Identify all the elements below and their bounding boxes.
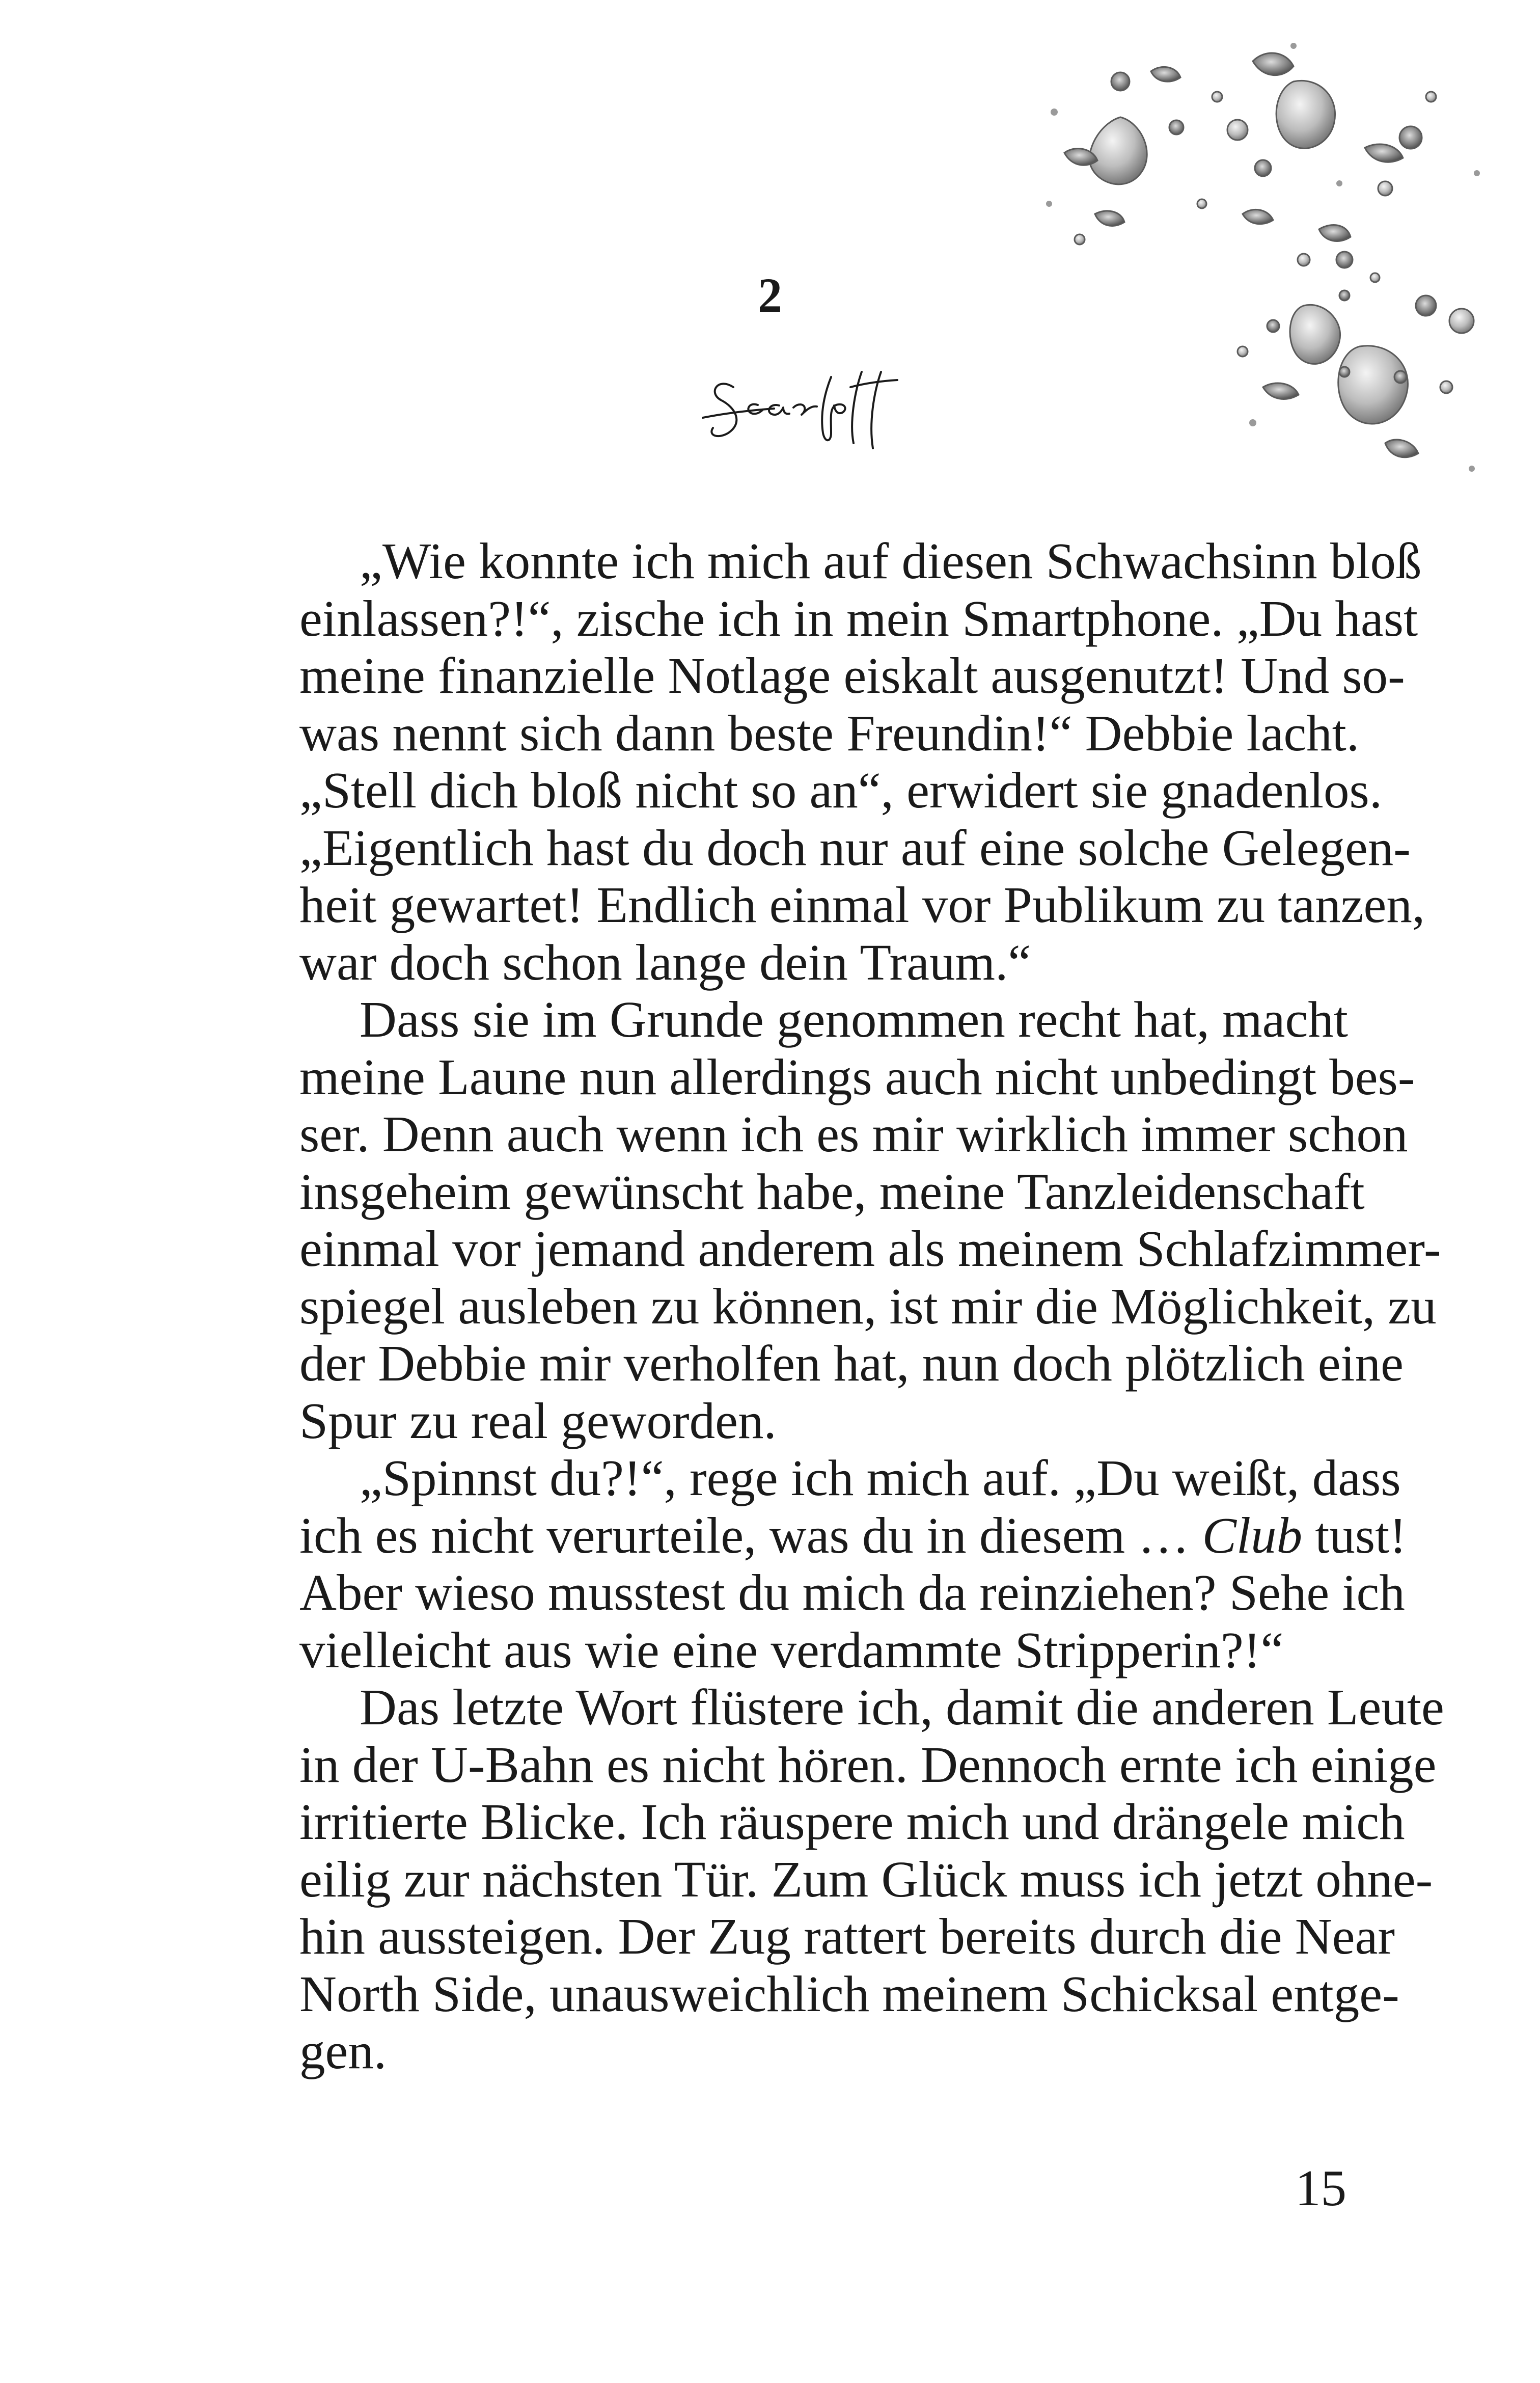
text-line: war doch schon lange dein Traum.“	[299, 933, 1031, 991]
text-line: Dass sie im Grunde genommen recht hat, macht	[360, 991, 1348, 1048]
text-line: „Wie konnte ich mich auf diesen Schwachsinn bloß	[360, 532, 1422, 589]
text-line: was nennt sich dann beste Freundin!“ Debbie lacht.	[299, 704, 1360, 762]
text-line: einlassen?!“, zische ich in mein Smartphone. „Du hast	[299, 589, 1418, 647]
text-line: irritierte Blicke. Ich räuspere mich und drängele mich	[299, 1793, 1405, 1850]
text-line: „Spinnst du?!“, rege ich mich auf. „Du weißt, dass	[360, 1449, 1401, 1506]
gemstones-icon	[988, 20, 1497, 509]
text-line: „Eigentlich hast du doch nur auf eine solche Gelegen-	[299, 819, 1411, 876]
text-line: ser. Denn auch wenn ich es mir wirklich immer schon	[299, 1105, 1408, 1162]
text-line: vielleicht aus wie eine verdammte Stripperin?!“	[299, 1621, 1284, 1678]
text-line: einmal vor jemand anderem als meinem Schlafzimmer-	[299, 1220, 1441, 1277]
text-line: eilig zur nächsten Tür. Zum Glück muss ich jetzt ohne-	[299, 1850, 1433, 1908]
text-segment: ich es nicht verurteile, was du in diesem …	[299, 1506, 1190, 1564]
text-line: Das letzte Wort flüstere ich, damit die anderen Leute	[360, 1678, 1444, 1736]
text-line: heit gewartet! Endlich einmal vor Publikum zu tanzen,	[299, 876, 1425, 933]
text-segment: tust!	[1315, 1506, 1407, 1564]
paragraph	[239, 991, 1441, 1449]
text-line: Spur zu real geworden.	[299, 1392, 777, 1449]
italic-word: Club	[1202, 1506, 1303, 1564]
paragraph	[239, 1449, 1407, 1678]
page-number: 15	[1295, 2159, 1346, 2216]
paragraph	[239, 1678, 1444, 2080]
text-line: der Debbie mir verholfen hat, nun doch plötzlich eine	[299, 1335, 1404, 1392]
text-line: meine finanzielle Notlage eiskalt ausgenutzt! Und so-	[299, 647, 1405, 704]
text-line: spiegel ausleben zu können, ist mir die Möglichkeit, zu	[299, 1277, 1437, 1335]
text-line-with-italic	[239, 1506, 1407, 1564]
text-line: in der U-Bahn es nicht hören. Dennoch ernte ich einige	[299, 1736, 1437, 1793]
paragraph	[239, 532, 1425, 991]
text-line: North Side, unausweichlich meinem Schicksal entge-	[299, 1965, 1399, 2022]
text-line: meine Laune nun allerdings auch nicht unbedingt bes-	[299, 1048, 1415, 1105]
chapter-body	[239, 532, 1444, 2080]
text-line: Aber wieso musstest du mich da reinziehen? Sehe ich	[299, 1564, 1405, 1621]
text-line: insgeheim gewünscht habe, meine Tanzleidenschaft	[299, 1162, 1365, 1220]
text-line: gen.	[299, 2022, 387, 2079]
chapter-number: 2	[758, 268, 782, 322]
text-line: hin aussteigen. Der Zug rattert bereits durch die Near	[299, 1908, 1395, 1965]
chapter-title-signature	[698, 357, 912, 458]
text-line: „Stell dich bloß nicht so an“, erwidert sie gnadenlos.	[299, 762, 1383, 819]
